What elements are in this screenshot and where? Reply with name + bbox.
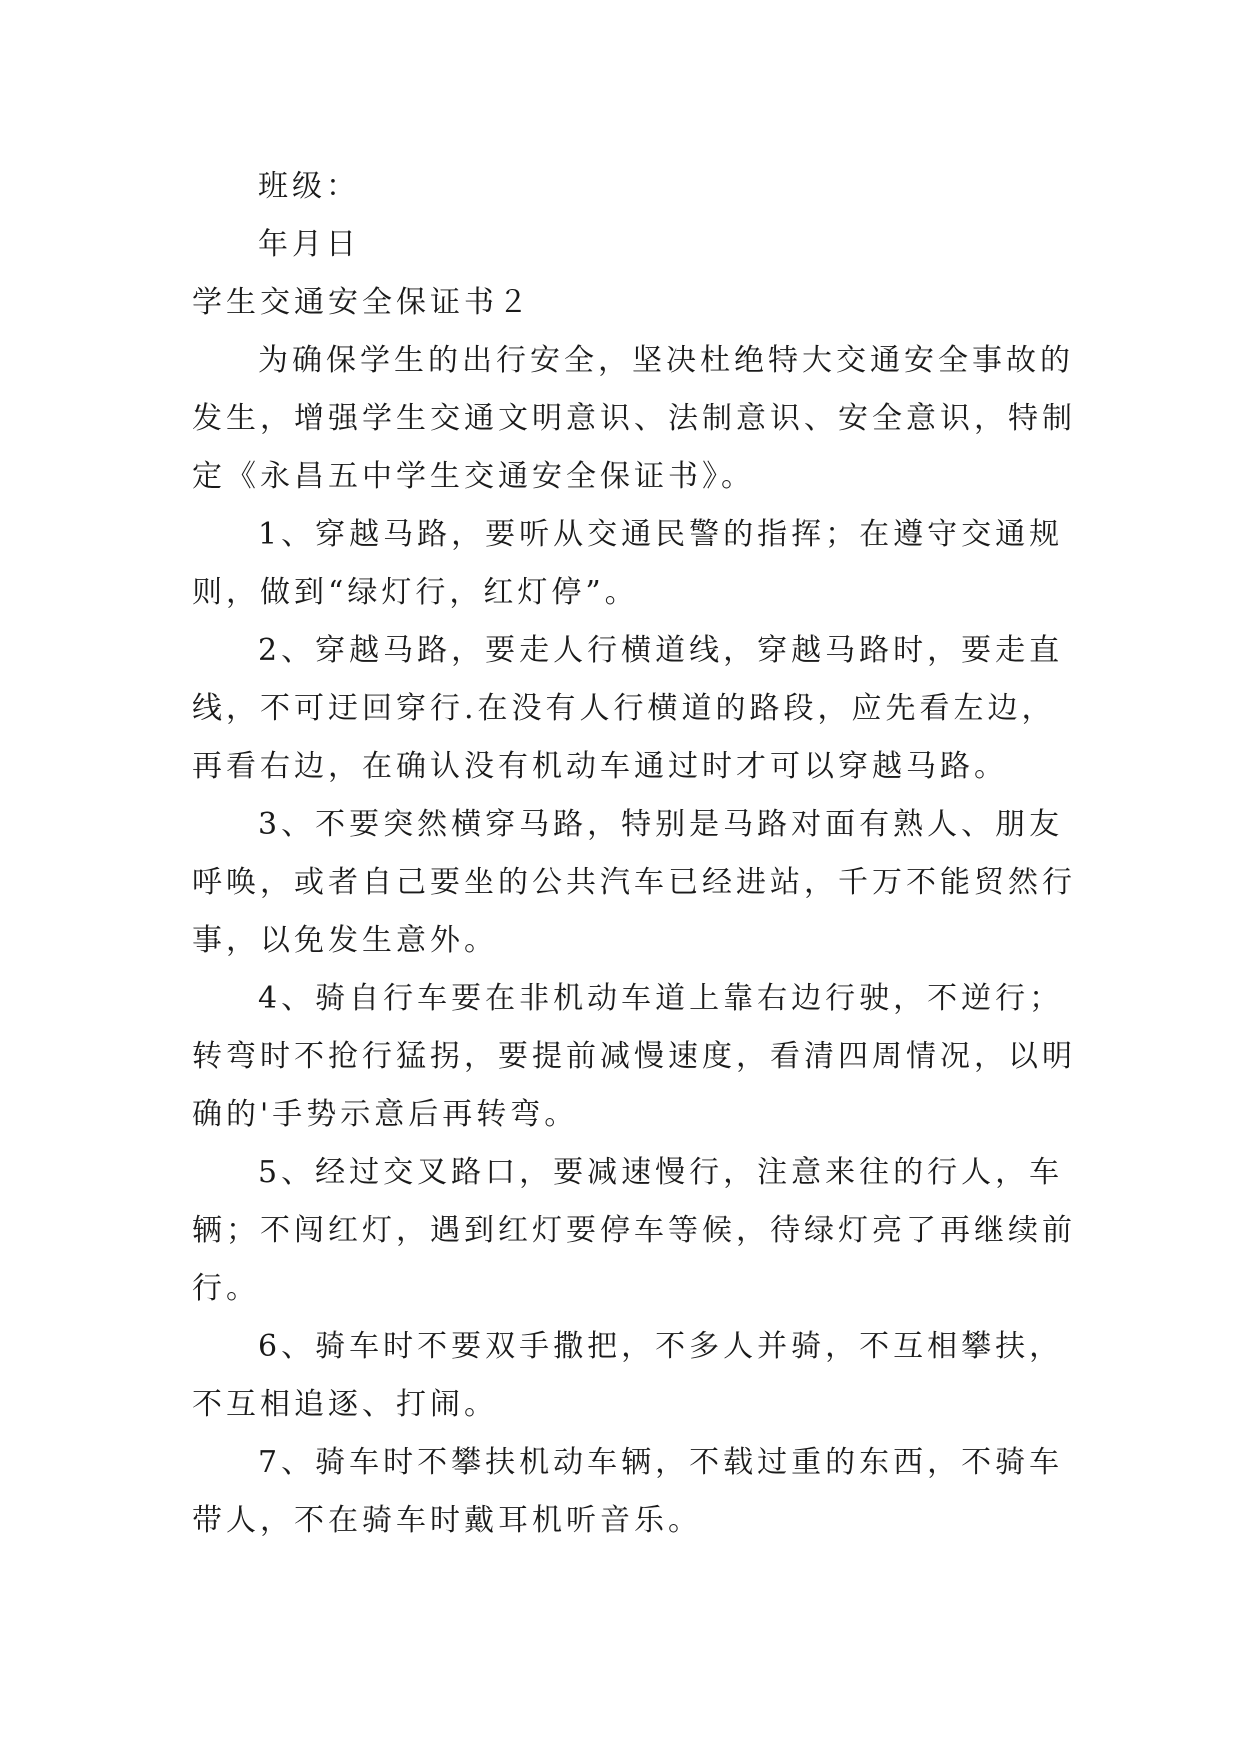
paragraph-line: 事，以免发生意外。: [192, 923, 498, 958]
paragraph-rule-6: [192, 1318, 1064, 1434]
paragraph-line: 7、骑车时不攀扶机动车辆，不载过重的东西，不骑车: [258, 1445, 1064, 1480]
paragraph-line: 行。: [192, 1271, 260, 1306]
document-title: 学生交通安全保证书２: [192, 285, 532, 320]
paragraph-line: 定《永昌五中学生交通安全保证书》。: [192, 459, 755, 494]
paragraph-rule-4: [192, 970, 1076, 1144]
paragraph-line: 不互相追逐、打闹。: [192, 1387, 498, 1422]
paragraph-line: 辆；不闯红灯，遇到红灯要停车等候，待绿灯亮了再继续前: [192, 1213, 1076, 1248]
paragraph-line: 再看右边，在确认没有机动车通过时才可以穿越马路。: [192, 749, 1008, 784]
paragraph-line: 2、穿越马路，要走人行横道线，穿越马路时，要走直: [258, 633, 1064, 668]
paragraph-line: 6、骑车时不要双手撒把，不多人并骑，不互相攀扶，: [258, 1329, 1064, 1364]
paragraph-rule-2: [192, 622, 1064, 796]
paragraph-line: 发生，增强学生交通文明意识、法制意识、安全意识，特制: [192, 401, 1076, 436]
document-page: [192, 158, 1076, 1550]
paragraph-line: 3、不要突然横穿马路，特别是马路对面有熟人、朋友: [258, 807, 1064, 842]
date-label: 年月日: [258, 227, 360, 262]
paragraph-line: 4、骑自行车要在非机动车道上靠右边行驶，不逆行；: [258, 981, 1064, 1016]
paragraph-line: 带人，不在骑车时戴耳机听音乐。: [192, 1503, 702, 1538]
paragraph-line: 线，不可迂回穿行.在没有人行横道的路段，应先看左边，: [192, 691, 1056, 726]
paragraph-line: 确的'手势示意后再转弯。: [192, 1097, 579, 1132]
paragraph-intro: [192, 332, 1076, 506]
paragraph-line: 5、经过交叉路口，要减速慢行，注意来往的行人，车: [258, 1155, 1064, 1190]
paragraph-line: 1、穿越马路，要听从交通民警的指挥；在遵守交通规: [258, 517, 1064, 552]
paragraph-line: 为确保学生的出行安全，坚决杜绝特大交通安全事故的: [258, 343, 1074, 378]
paragraph-rule-7: [192, 1434, 1064, 1550]
paragraph-line: 转弯时不抢行猛拐，要提前减慢速度，看清四周情况，以明: [192, 1039, 1076, 1074]
paragraph-rule-1: [192, 506, 1064, 622]
paragraph-line: 则，做到“绿灯行，红灯停”。: [192, 575, 639, 610]
class-label: 班级：: [258, 169, 360, 204]
paragraph-rule-3: [192, 796, 1076, 970]
paragraph-line: 呼唤，或者自己要坐的公共汽车已经进站，千万不能贸然行: [192, 865, 1076, 900]
paragraph-rule-5: [192, 1144, 1076, 1318]
